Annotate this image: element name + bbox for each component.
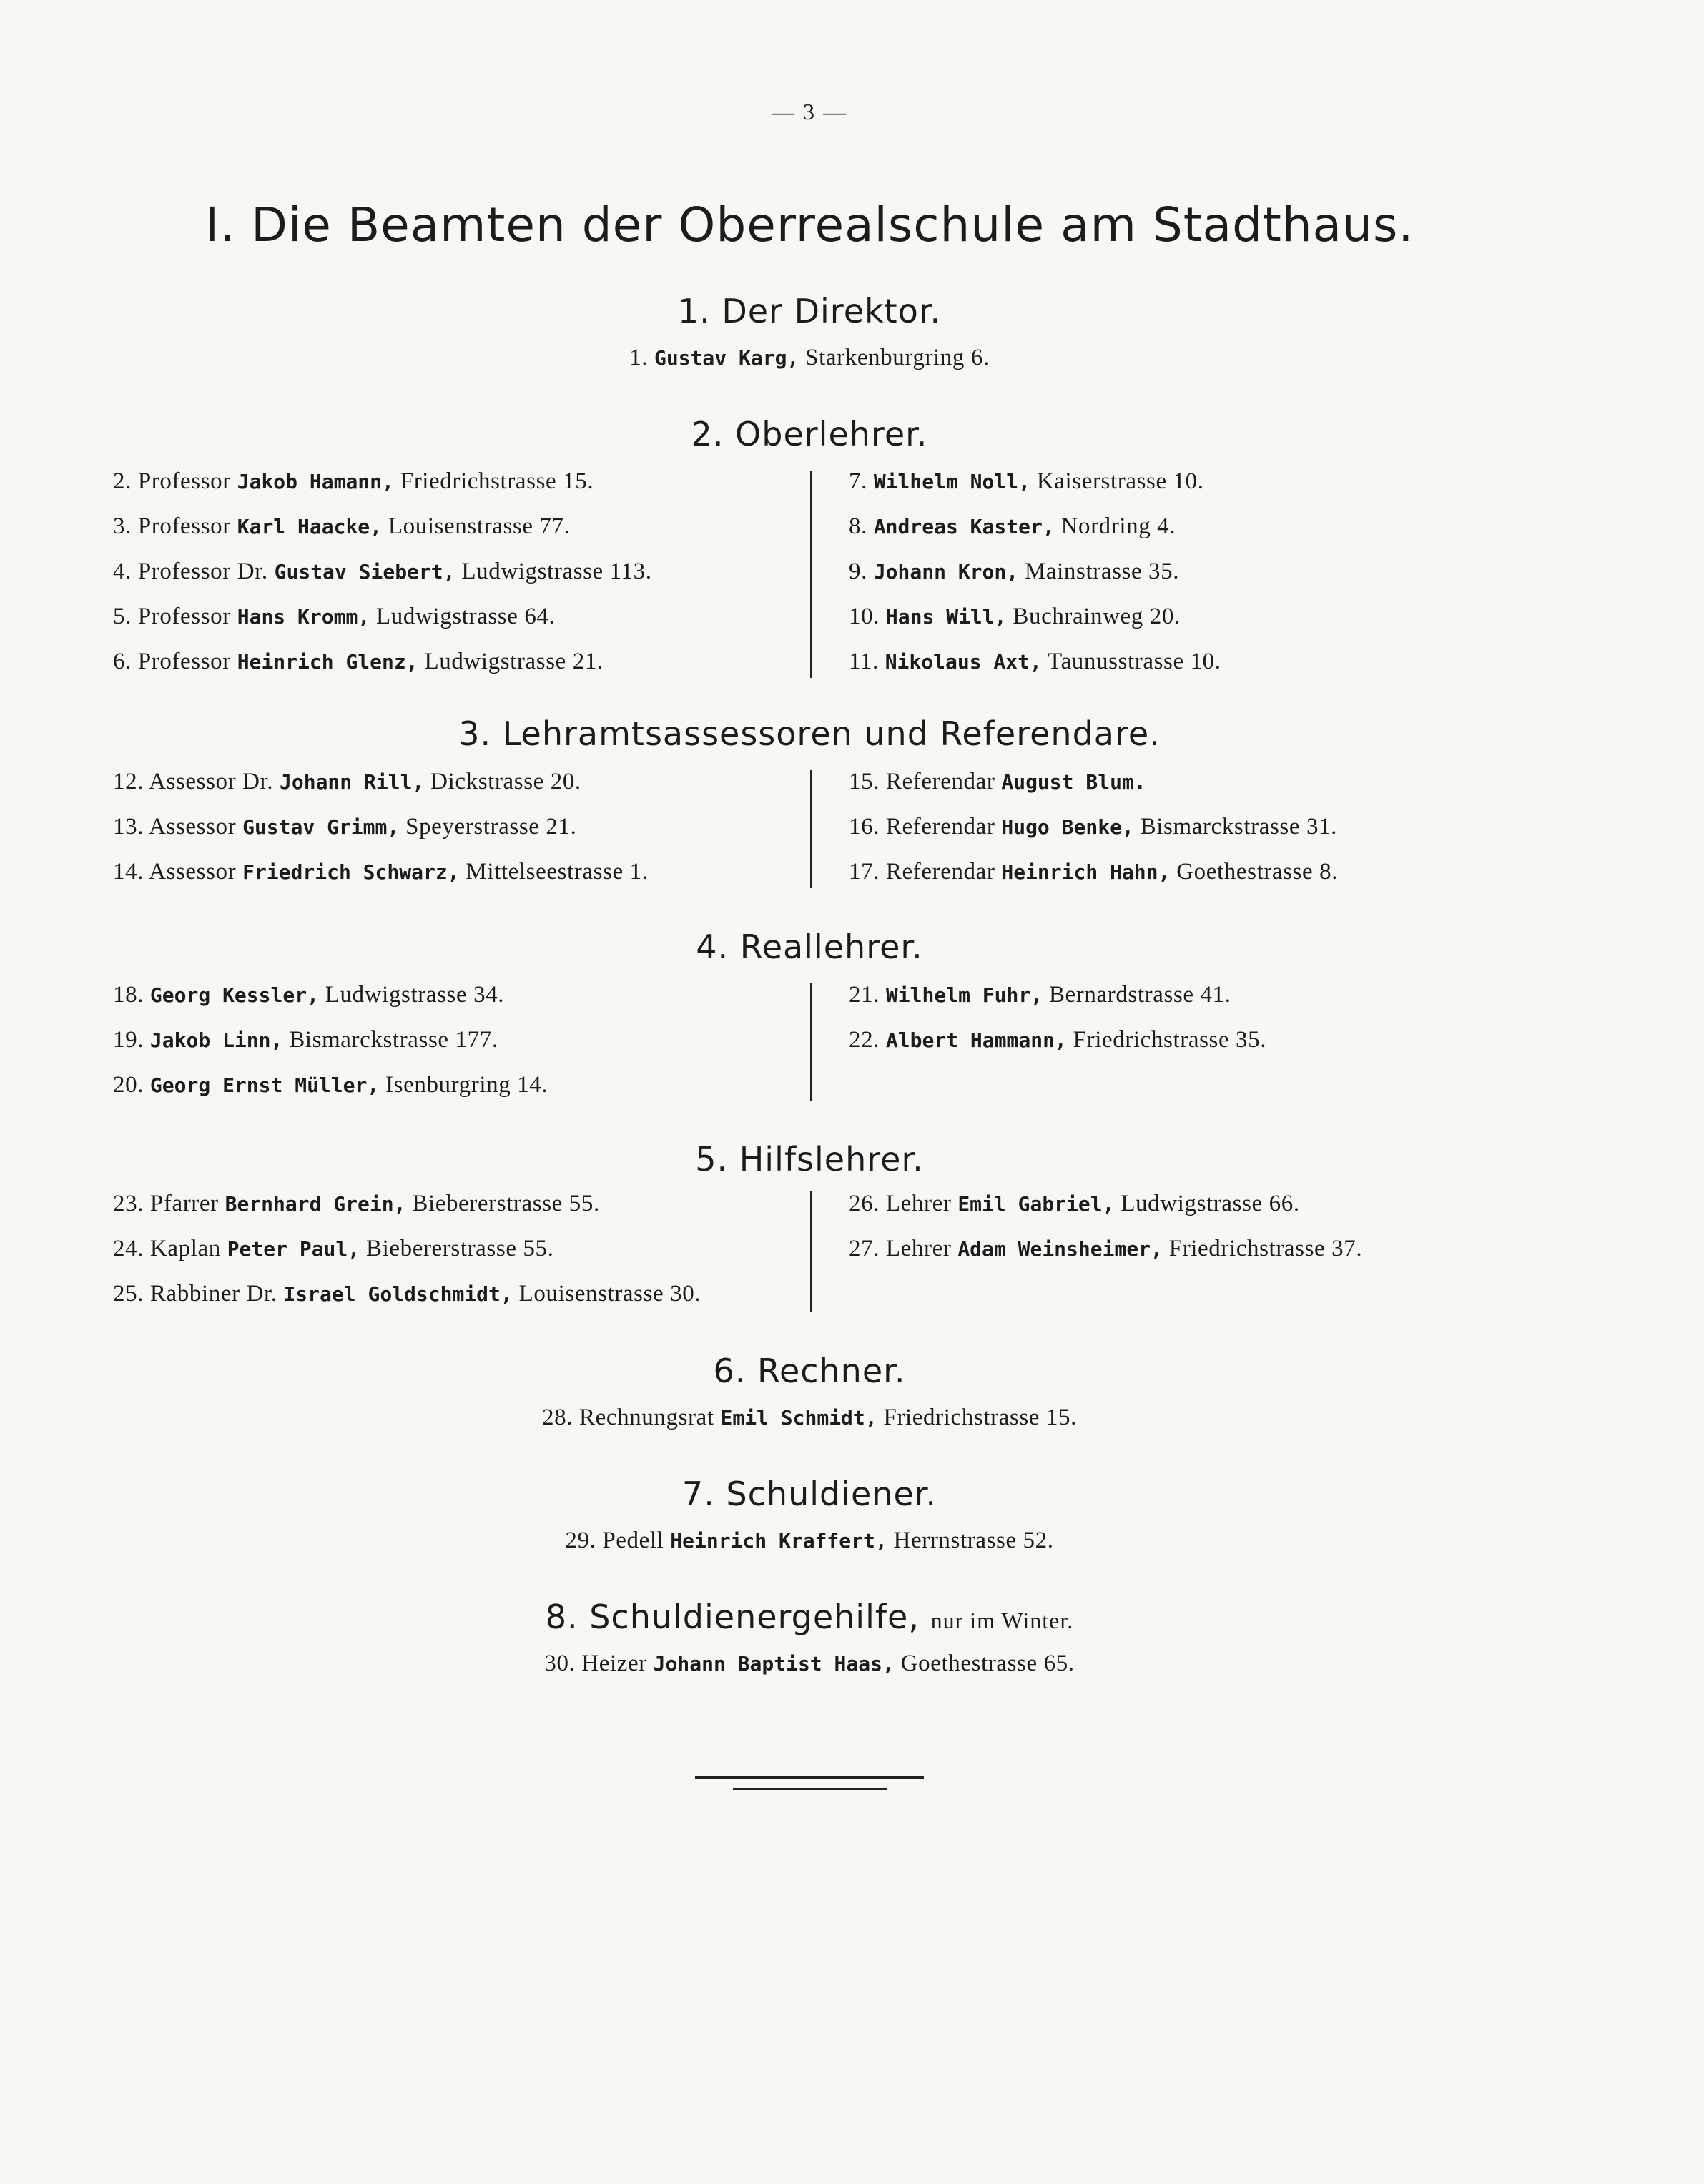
column-divider xyxy=(810,471,812,678)
section-heading-assessoren: 3. Lehramtsassessoren und Referendare. xyxy=(458,714,1161,753)
entry-number: 5. xyxy=(113,604,132,629)
entry-address: Taunusstrasse 10. xyxy=(1048,649,1221,674)
page-number: — 3 — xyxy=(772,99,847,124)
entry-address: Biebererstrasse 55. xyxy=(365,1236,554,1261)
entry-name: Nikolaus Axt, xyxy=(885,650,1042,674)
entry-number: 7. xyxy=(849,468,867,494)
entry-title: Referendar xyxy=(885,769,995,795)
entry-address: Goethestrasse 8. xyxy=(1176,859,1339,885)
entry-name: Albert Hammann, xyxy=(885,1028,1067,1052)
entry-number: 10. xyxy=(849,604,880,629)
entry xyxy=(113,982,504,1008)
entry-address: Friedrichstrasse 15. xyxy=(400,468,594,494)
entry-address: Dickstrasse 20. xyxy=(430,769,581,795)
entry xyxy=(0,1528,1619,1554)
entry-name: Bernhard Grein, xyxy=(225,1192,406,1216)
entry xyxy=(113,513,571,540)
entry-name: Israel Goldschmidt, xyxy=(283,1282,513,1306)
entry-number: 20. xyxy=(113,1072,144,1098)
entry-number: 11. xyxy=(849,649,879,674)
entry-name: Johann Kron, xyxy=(873,560,1019,584)
entry xyxy=(849,513,1176,540)
entry-address: Mainstrasse 35. xyxy=(1024,559,1180,584)
entry-title: Rabbiner Dr. xyxy=(149,1281,277,1307)
entry-address: Ludwigstrasse 66. xyxy=(1121,1191,1300,1216)
entry-address: Goethestrasse 65. xyxy=(900,1651,1075,1676)
entry-address: Louisenstrasse 30. xyxy=(518,1281,701,1307)
entry-number: 25. xyxy=(113,1281,144,1307)
closing-rule xyxy=(695,1776,924,1779)
entry-name: Karl Haacke, xyxy=(237,515,383,538)
closing-rule xyxy=(733,1788,887,1790)
entry-address: Starkenburgring 6. xyxy=(805,345,990,370)
section-heading-schuldiener: 7. Schuldiener. xyxy=(681,1475,937,1513)
entry xyxy=(0,1405,1619,1431)
entry-number: 16. xyxy=(849,814,880,840)
entry xyxy=(113,814,576,840)
entry-number: 19. xyxy=(113,1027,144,1053)
entry xyxy=(113,859,649,885)
entry-name: Emil Gabriel, xyxy=(957,1192,1115,1216)
entry-title: Rechnungsrat xyxy=(578,1405,714,1430)
entry-address: Ludwigstrasse 34. xyxy=(325,982,505,1008)
entry-name: Wilhelm Fuhr, xyxy=(885,983,1043,1007)
entry-name: Friedrich Schwarz, xyxy=(242,860,460,884)
entry xyxy=(849,1027,1266,1053)
entry xyxy=(113,468,594,495)
entry-number: 22. xyxy=(849,1027,880,1053)
entry-number: 1. xyxy=(629,345,649,370)
entry-number: 6. xyxy=(113,649,132,674)
entry-name: Georg Kessler, xyxy=(149,983,319,1007)
entry-number: 2. xyxy=(113,468,132,494)
entry-title: Professor xyxy=(137,604,231,629)
entry xyxy=(113,1027,498,1053)
entry-number: 12. xyxy=(113,769,144,795)
entry-address: Herrnstrasse 52. xyxy=(893,1528,1054,1553)
entry xyxy=(849,859,1338,885)
entry-title: Professor xyxy=(137,513,231,539)
entry-title: Assessor xyxy=(149,859,237,885)
entry-name: Johann Rill, xyxy=(280,770,425,794)
entry-address: Bismarckstrasse 31. xyxy=(1140,814,1338,840)
section-heading-rechner: 6. Rechner. xyxy=(713,1352,906,1390)
entry-number: 9. xyxy=(849,559,867,584)
entry xyxy=(113,1236,553,1262)
entry xyxy=(113,1191,600,1217)
entry-name: Adam Weinsheimer, xyxy=(957,1237,1163,1261)
entry-name: Gustav Siebert, xyxy=(274,560,455,584)
entry xyxy=(113,604,555,630)
entry-number: 4. xyxy=(113,559,132,584)
entry-address: Mittelseestrasse 1. xyxy=(466,859,649,885)
entry xyxy=(113,1281,701,1307)
entry-address: Kaiserstrasse 10. xyxy=(1036,468,1204,494)
entry-name: Heinrich Hahn, xyxy=(1001,860,1171,884)
entry xyxy=(113,1072,548,1098)
section-heading-reallehrer: 4. Reallehrer. xyxy=(696,928,923,966)
entry-title: Lehrer xyxy=(885,1236,952,1261)
entry-title: Lehrer xyxy=(885,1191,952,1216)
entry-title: Heizer xyxy=(581,1651,647,1676)
section-note: nur im Winter. xyxy=(930,1608,1074,1633)
section-heading-direktor: 1. Der Direktor. xyxy=(677,292,942,330)
entry-title: Pfarrer xyxy=(149,1191,219,1216)
entry xyxy=(849,649,1221,675)
entry-address: Buchrainweg 20. xyxy=(1013,604,1181,629)
entry-address: Bismarckstrasse 177. xyxy=(289,1027,498,1053)
entry xyxy=(113,649,604,675)
entry-name: August Blum. xyxy=(1001,770,1146,794)
entry-number: 13. xyxy=(113,814,144,840)
section-heading-text: 8. Schuldienergehilfe, xyxy=(545,1598,920,1636)
entry-name: Emil Schmidt, xyxy=(720,1406,877,1430)
entry-number: 8. xyxy=(849,513,867,539)
entry-address: Bernardstrasse 41. xyxy=(1048,982,1231,1008)
entry-address: Friedrichstrasse 15. xyxy=(883,1405,1077,1430)
entry-number: 24. xyxy=(113,1236,144,1261)
section-heading-hilfslehrer: 5. Hilfslehrer. xyxy=(695,1140,924,1179)
entry-title: Referendar xyxy=(885,814,995,840)
entry-name: Jakob Hamann, xyxy=(237,470,394,493)
entry-title: Referendar xyxy=(885,859,995,885)
section-heading-oberlehrer: 2. Oberlehrer. xyxy=(691,415,928,453)
entry xyxy=(849,559,1179,585)
entry-name: Hans Kromm, xyxy=(237,605,370,629)
entry-name: Georg Ernst Müller, xyxy=(149,1073,380,1097)
entry-number: 15. xyxy=(849,769,880,795)
entry-address: Louisenstrasse 77. xyxy=(388,513,571,539)
entry-number: 27. xyxy=(849,1236,880,1261)
entry-number: 3. xyxy=(113,513,132,539)
entry-name: Wilhelm Noll, xyxy=(873,470,1030,493)
entry xyxy=(113,559,652,585)
entry-number: 30. xyxy=(544,1651,576,1676)
entry-title: Assessor Dr. xyxy=(149,769,274,795)
entry xyxy=(0,345,1619,371)
entry-number: 18. xyxy=(113,982,144,1008)
entry-address: Speyerstrasse 21. xyxy=(405,814,577,840)
entry xyxy=(849,769,1146,795)
entry-name: Hugo Benke, xyxy=(1001,815,1134,839)
entry-address: Ludwigstrasse 64. xyxy=(376,604,556,629)
entry xyxy=(849,604,1181,630)
entry-number: 14. xyxy=(113,859,144,885)
entry-title: Professor xyxy=(137,468,231,494)
entry-name: Hans Will, xyxy=(885,605,1007,629)
page-title: I. Die Beamten der Oberrealschule am Stadthaus. xyxy=(205,197,1414,252)
entry-number: 23. xyxy=(113,1191,144,1216)
entry-address: Isenburgring 14. xyxy=(385,1072,548,1098)
entry-title: Professor Dr. xyxy=(137,559,268,584)
entry-title: Professor xyxy=(137,649,231,674)
entry xyxy=(0,1651,1619,1677)
entry-number: 28. xyxy=(542,1405,573,1430)
entry-address: Ludwigstrasse 113. xyxy=(461,559,652,584)
entry-number: 17. xyxy=(849,859,880,885)
entry-address: Biebererstrasse 55. xyxy=(412,1191,600,1216)
entry-name: Gustav Grimm, xyxy=(242,815,400,839)
entry-number: 29. xyxy=(565,1528,596,1553)
entry-name: Heinrich Glenz, xyxy=(237,650,418,674)
section-heading-schuldienergehilfe xyxy=(0,1598,1619,1636)
entry-name: Jakob Linn, xyxy=(149,1028,283,1052)
entry-number: 21. xyxy=(849,982,880,1008)
entry-name: Gustav Karg, xyxy=(654,346,799,370)
entry-address: Friedrichstrasse 35. xyxy=(1073,1027,1267,1053)
entry-name: Peter Paul, xyxy=(227,1237,360,1261)
entry-number: 26. xyxy=(849,1191,880,1216)
entry-address: Ludwigstrasse 21. xyxy=(424,649,604,674)
column-divider xyxy=(810,1191,812,1312)
entry xyxy=(849,1236,1362,1262)
entry-address: Friedrichstrasse 37. xyxy=(1168,1236,1363,1261)
entry-name: Heinrich Kraffert, xyxy=(670,1529,887,1553)
entry xyxy=(849,468,1204,495)
entry-title: Assessor xyxy=(149,814,237,840)
entry-name: Andreas Kaster, xyxy=(873,515,1055,538)
entry-title: Kaplan xyxy=(149,1236,221,1261)
column-divider xyxy=(810,983,812,1101)
entry-name: Johann Baptist Haas, xyxy=(653,1652,895,1676)
entry-title: Pedell xyxy=(602,1528,664,1553)
entry xyxy=(849,814,1337,840)
entry xyxy=(849,1191,1300,1217)
entry xyxy=(849,982,1231,1008)
entry-address: Nordring 4. xyxy=(1060,513,1176,539)
entry xyxy=(113,769,581,795)
column-divider xyxy=(810,770,812,888)
